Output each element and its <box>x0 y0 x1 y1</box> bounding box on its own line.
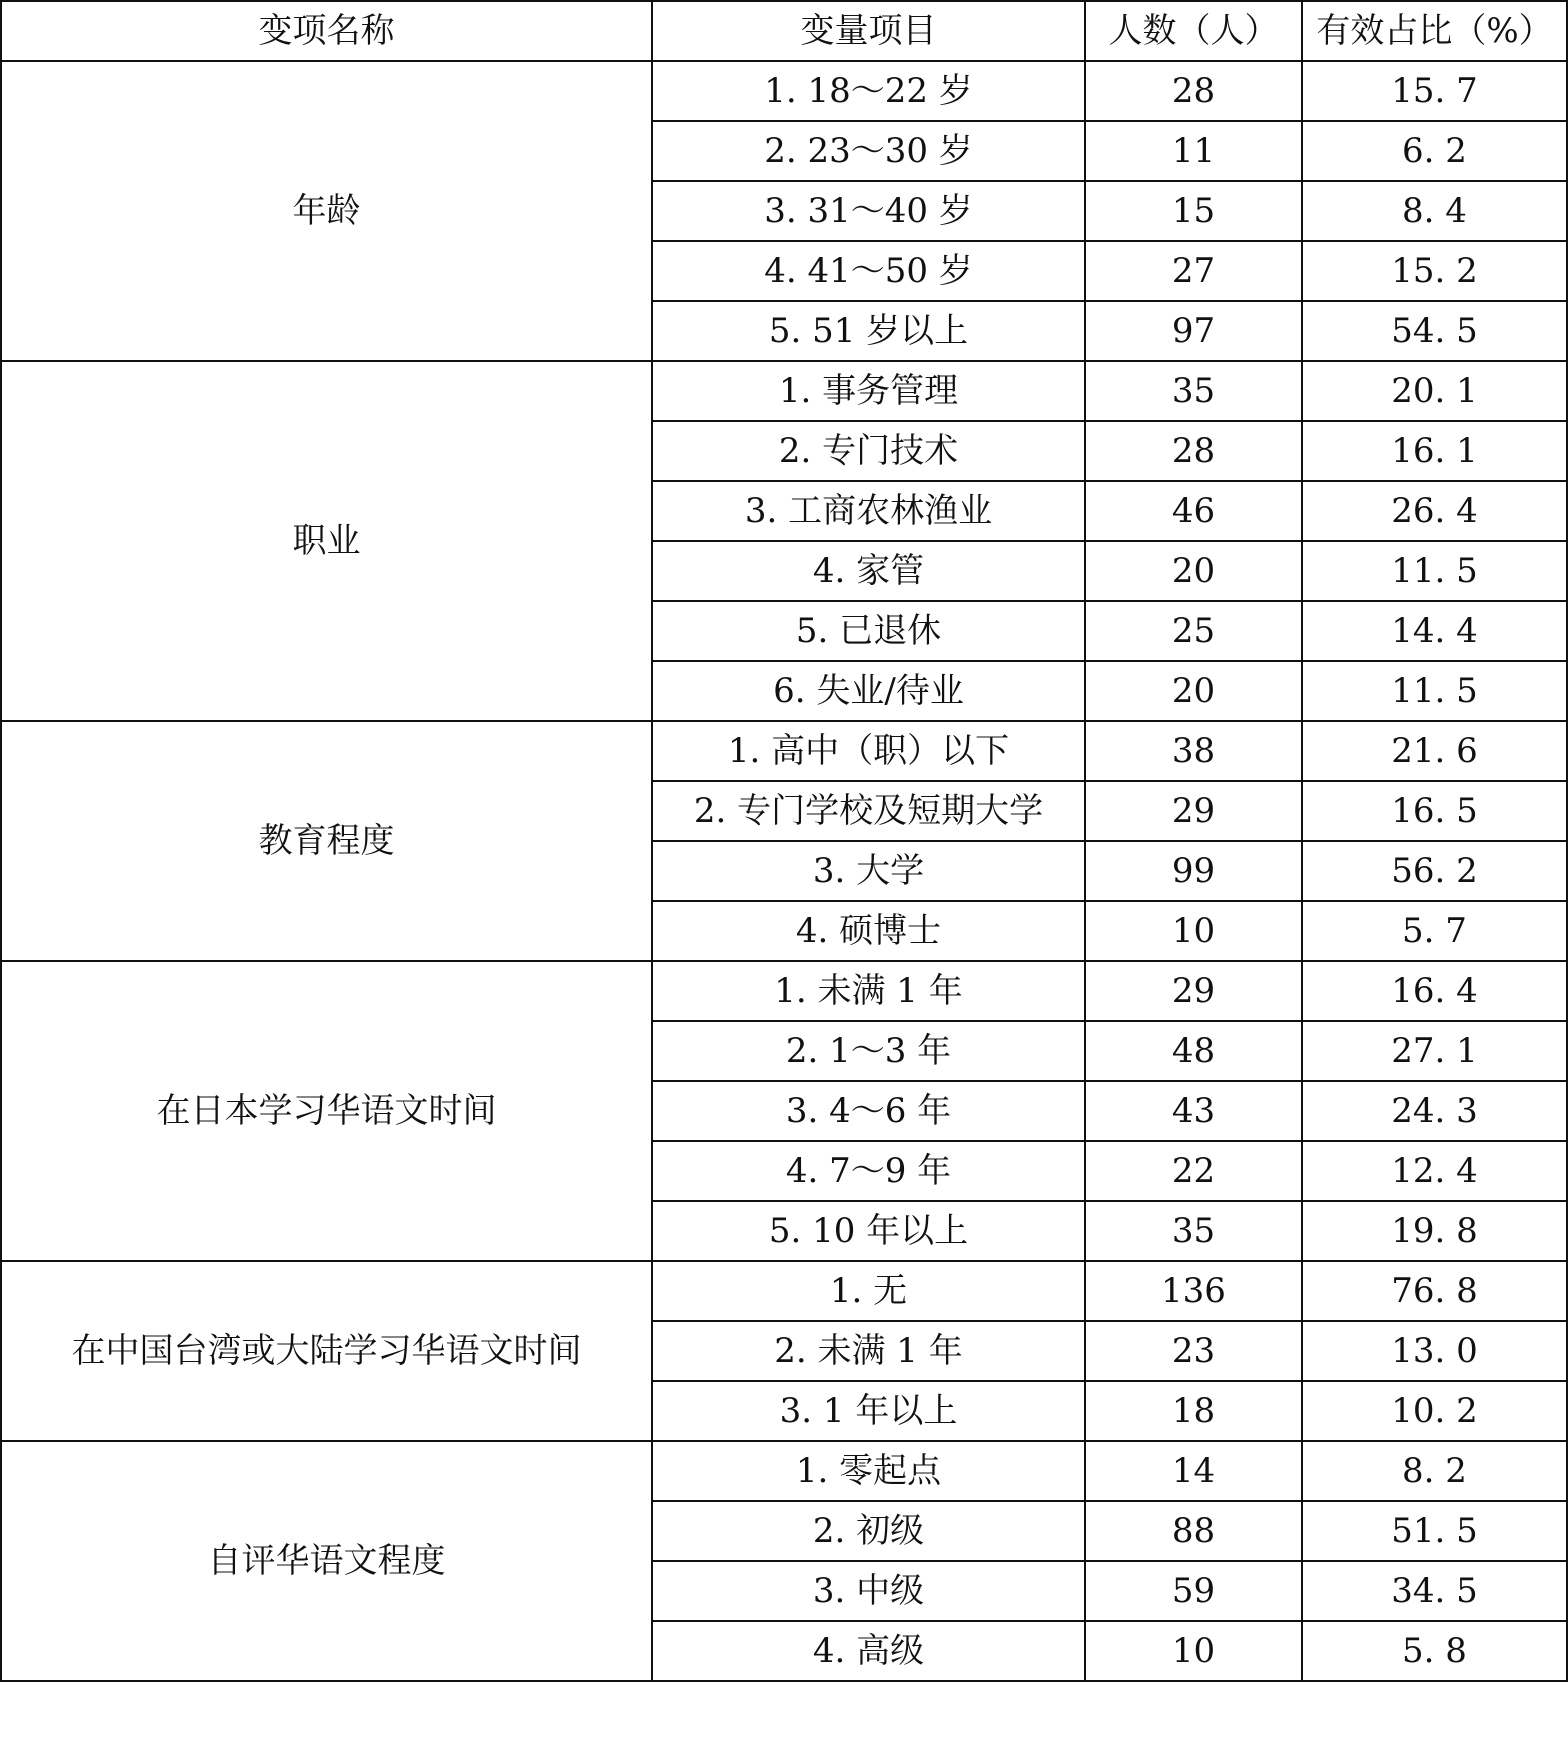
item-cell: 1. 事务管理 <box>652 361 1085 421</box>
item-cell: 1. 无 <box>652 1261 1085 1321</box>
percent-cell: 19. 8 <box>1302 1201 1567 1261</box>
percent-cell: 15. 2 <box>1302 241 1567 301</box>
item-cell: 4. 高级 <box>652 1621 1085 1681</box>
item-cell: 2. 专门学校及短期大学 <box>652 781 1085 841</box>
percent-cell: 13. 0 <box>1302 1321 1567 1381</box>
group-name-cell: 在中国台湾或大陆学习华语文时间 <box>1 1261 652 1441</box>
percent-cell: 8. 4 <box>1302 181 1567 241</box>
count-cell: 10 <box>1085 1621 1302 1681</box>
percent-cell: 10. 2 <box>1302 1381 1567 1441</box>
item-cell: 2. 未满 1 年 <box>652 1321 1085 1381</box>
item-cell: 1. 高中（职）以下 <box>652 721 1085 781</box>
count-cell: 35 <box>1085 1201 1302 1261</box>
table-body <box>1 61 1567 1681</box>
percent-cell: 54. 5 <box>1302 301 1567 361</box>
count-cell: 35 <box>1085 361 1302 421</box>
percent-cell: 20. 1 <box>1302 361 1567 421</box>
item-cell: 5. 10 年以上 <box>652 1201 1085 1261</box>
count-cell: 59 <box>1085 1561 1302 1621</box>
table-row <box>1 361 1567 421</box>
percent-cell: 16. 1 <box>1302 421 1567 481</box>
count-cell: 29 <box>1085 781 1302 841</box>
percent-cell: 51. 5 <box>1302 1501 1567 1561</box>
percent-cell: 34. 5 <box>1302 1561 1567 1621</box>
percent-cell: 56. 2 <box>1302 841 1567 901</box>
count-cell: 28 <box>1085 61 1302 121</box>
percent-cell: 27. 1 <box>1302 1021 1567 1081</box>
group-name-cell: 教育程度 <box>1 721 652 961</box>
table-row <box>1 1441 1567 1501</box>
percent-cell: 16. 5 <box>1302 781 1567 841</box>
percent-cell: 26. 4 <box>1302 481 1567 541</box>
group-name-cell: 自评华语文程度 <box>1 1441 652 1681</box>
percent-cell: 8. 2 <box>1302 1441 1567 1501</box>
count-cell: 29 <box>1085 961 1302 1021</box>
percent-cell: 21. 6 <box>1302 721 1567 781</box>
item-cell: 3. 31～40 岁 <box>652 181 1085 241</box>
item-cell: 1. 18～22 岁 <box>652 61 1085 121</box>
header-valid-percent: 有效占比（%） <box>1302 1 1567 61</box>
count-cell: 27 <box>1085 241 1302 301</box>
percent-cell: 6. 2 <box>1302 121 1567 181</box>
count-cell: 20 <box>1085 661 1302 721</box>
group-name-cell: 在日本学习华语文时间 <box>1 961 652 1261</box>
item-cell: 5. 51 岁以上 <box>652 301 1085 361</box>
item-cell: 2. 1～3 年 <box>652 1021 1085 1081</box>
percent-cell: 16. 4 <box>1302 961 1567 1021</box>
table-row <box>1 1261 1567 1321</box>
item-cell: 2. 23～30 岁 <box>652 121 1085 181</box>
count-cell: 22 <box>1085 1141 1302 1201</box>
count-cell: 97 <box>1085 301 1302 361</box>
count-cell: 88 <box>1085 1501 1302 1561</box>
percent-cell: 11. 5 <box>1302 541 1567 601</box>
count-cell: 99 <box>1085 841 1302 901</box>
count-cell: 14 <box>1085 1441 1302 1501</box>
count-cell: 25 <box>1085 601 1302 661</box>
count-cell: 20 <box>1085 541 1302 601</box>
percent-cell: 5. 7 <box>1302 901 1567 961</box>
item-cell: 1. 未满 1 年 <box>652 961 1085 1021</box>
item-cell: 2. 初级 <box>652 1501 1085 1561</box>
count-cell: 46 <box>1085 481 1302 541</box>
item-cell: 6. 失业/待业 <box>652 661 1085 721</box>
percent-cell: 11. 5 <box>1302 661 1567 721</box>
count-cell: 38 <box>1085 721 1302 781</box>
item-cell: 4. 硕博士 <box>652 901 1085 961</box>
percent-cell: 76. 8 <box>1302 1261 1567 1321</box>
percent-cell: 5. 8 <box>1302 1621 1567 1681</box>
count-cell: 15 <box>1085 181 1302 241</box>
item-cell: 4. 家管 <box>652 541 1085 601</box>
item-cell: 1. 零起点 <box>652 1441 1085 1501</box>
count-cell: 18 <box>1085 1381 1302 1441</box>
count-cell: 43 <box>1085 1081 1302 1141</box>
group-name-cell: 年龄 <box>1 61 652 361</box>
table-row <box>1 721 1567 781</box>
item-cell: 3. 中级 <box>652 1561 1085 1621</box>
header-row <box>1 1 1567 61</box>
item-cell: 3. 1 年以上 <box>652 1381 1085 1441</box>
header-variable-item: 变量项目 <box>652 1 1085 61</box>
header-variable-name: 变项名称 <box>1 1 652 61</box>
count-cell: 23 <box>1085 1321 1302 1381</box>
count-cell: 10 <box>1085 901 1302 961</box>
percent-cell: 15. 7 <box>1302 61 1567 121</box>
table-row <box>1 61 1567 121</box>
item-cell: 3. 工商农林渔业 <box>652 481 1085 541</box>
item-cell: 2. 专门技术 <box>652 421 1085 481</box>
percent-cell: 14. 4 <box>1302 601 1567 661</box>
percent-cell: 12. 4 <box>1302 1141 1567 1201</box>
percent-cell: 24. 3 <box>1302 1081 1567 1141</box>
item-cell: 4. 41～50 岁 <box>652 241 1085 301</box>
item-cell: 3. 大学 <box>652 841 1085 901</box>
count-cell: 136 <box>1085 1261 1302 1321</box>
count-cell: 11 <box>1085 121 1302 181</box>
header-count: 人数（人） <box>1085 1 1302 61</box>
item-cell: 5. 已退休 <box>652 601 1085 661</box>
item-cell: 4. 7～9 年 <box>652 1141 1085 1201</box>
table-row <box>1 961 1567 1021</box>
count-cell: 28 <box>1085 421 1302 481</box>
count-cell: 48 <box>1085 1021 1302 1081</box>
group-name-cell: 职业 <box>1 361 652 721</box>
item-cell: 3. 4～6 年 <box>652 1081 1085 1141</box>
